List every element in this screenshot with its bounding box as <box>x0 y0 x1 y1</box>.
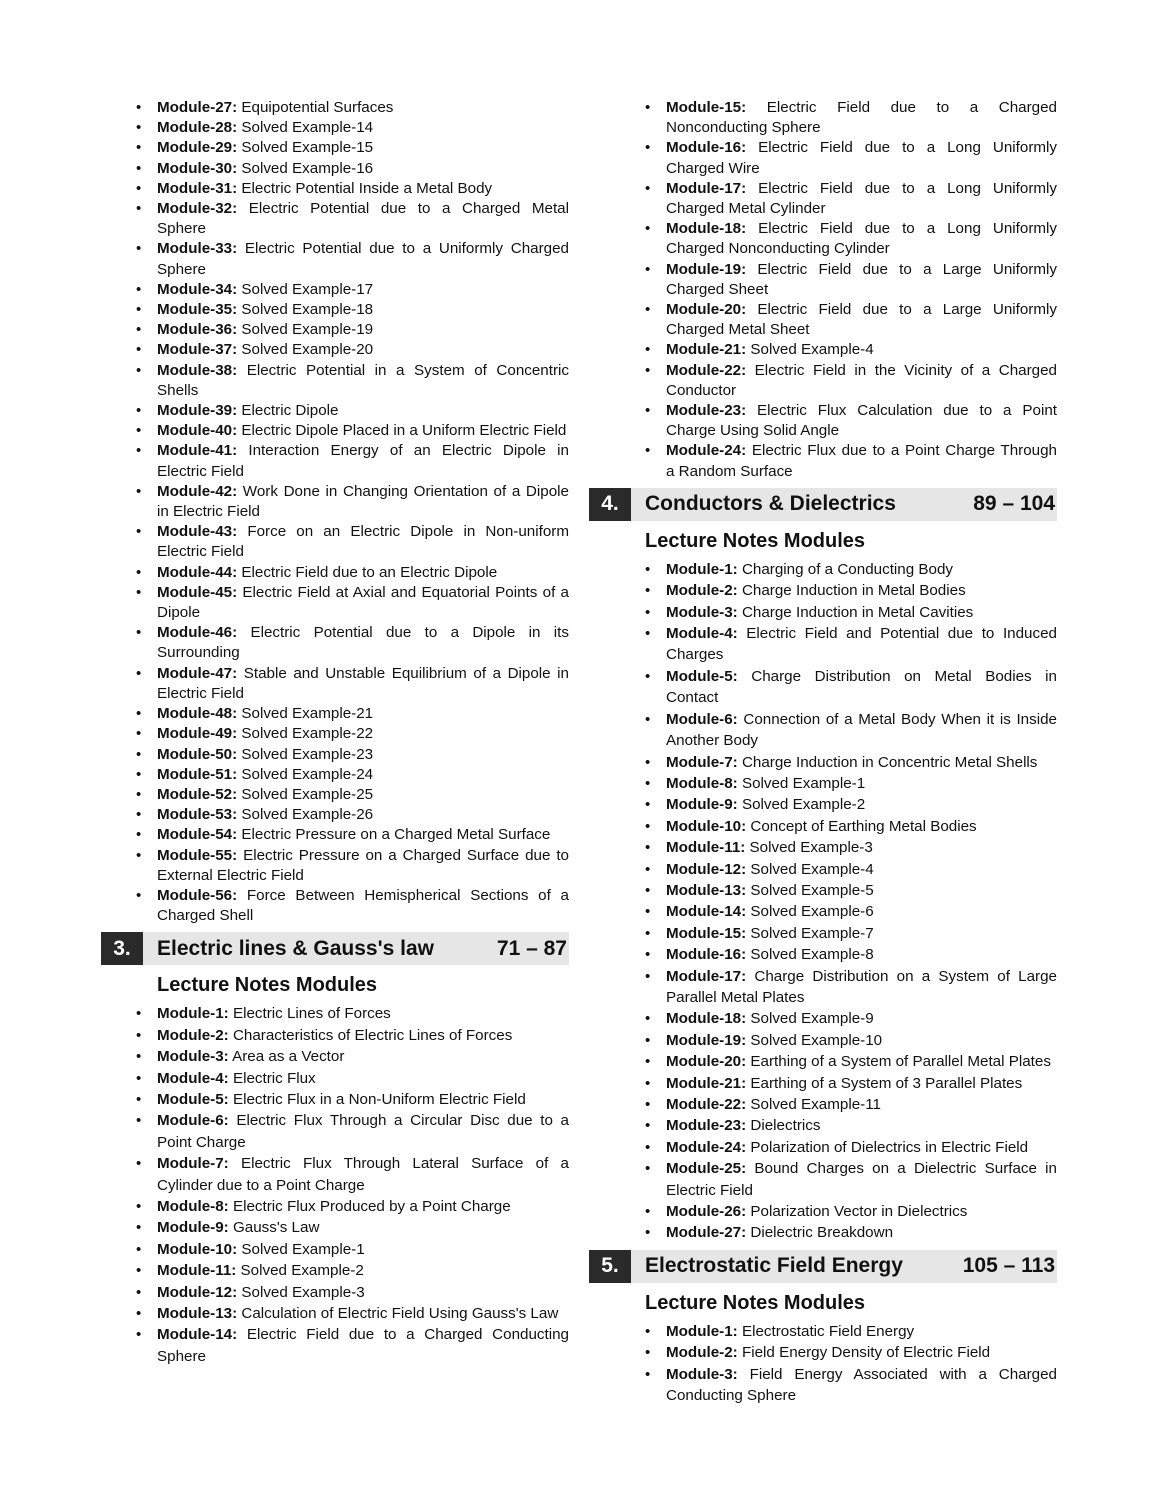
left-top-module-list <box>101 98 569 926</box>
module-number: Module-29: <box>157 139 238 157</box>
module-title: Solved Example-15 <box>237 139 374 157</box>
module-title: Solved Example-2 <box>236 1262 364 1280</box>
section-4-subheading: Lecture Notes Modules <box>645 529 866 552</box>
module-item <box>157 724 569 744</box>
module-item <box>666 752 1057 773</box>
module-number: Module-30: <box>157 159 238 177</box>
module-title: Electric Field due to an Electric Dipole <box>237 563 498 581</box>
module-number: Module-13: <box>157 1305 238 1323</box>
module-title: Electric Pressure on a Charged Metal Surface <box>237 826 551 844</box>
module-number: Module-8: <box>157 1197 229 1215</box>
module-number: Module-15: <box>666 99 747 116</box>
module-item <box>666 260 1057 300</box>
module-title: Electric Field due to a Long Uniformly Charged Wire <box>666 139 1057 177</box>
module-number: Module-42: <box>157 482 238 500</box>
module-title: Solved Example-19 <box>237 321 374 339</box>
module-number: Module-22: <box>666 1096 747 1114</box>
module-number: Module-37: <box>157 341 238 359</box>
module-item <box>157 1260 569 1281</box>
module-title: Solved Example-3 <box>237 1283 365 1301</box>
module-number: Module-2: <box>157 1026 229 1044</box>
module-number: Module-43: <box>157 523 238 541</box>
right-column <box>589 98 1057 1406</box>
module-item <box>157 1303 569 1324</box>
section-3-number: 3. <box>101 932 143 965</box>
module-title: Solved Example-4 <box>746 860 874 878</box>
module-title: Solved Example-5 <box>746 881 874 899</box>
module-title: Bound Charges on a Dielectric Surface in Electric Field <box>666 1160 1057 1199</box>
module-item <box>157 441 569 481</box>
module-item <box>666 837 1057 858</box>
module-title: Force Between Hemispherical Sections of a Charged Shell <box>157 886 569 925</box>
module-title: Electric Flux <box>228 1069 316 1087</box>
module-item <box>666 944 1057 965</box>
module-item <box>157 159 569 179</box>
module-item <box>666 580 1057 601</box>
module-title: Force on an Electric Dipole in Non-uniform Electric Field <box>157 523 569 561</box>
module-item <box>157 98 569 118</box>
module-title: Solved Example-1 <box>737 774 866 792</box>
module-number: Module-26: <box>666 1203 747 1221</box>
module-title: Solved Example-1 <box>237 1240 365 1258</box>
module-number: Module-24: <box>666 442 747 460</box>
module-title: Solved Example-6 <box>746 903 874 921</box>
module-title: Calculation of Electric Field Using Gauss's Law <box>237 1305 559 1323</box>
module-title: Electric Field due to a Charged Conducting Sphere <box>157 1326 569 1365</box>
module-item <box>666 773 1057 794</box>
module-number: Module-34: <box>157 280 238 298</box>
module-title: Solved Example-24 <box>237 765 374 783</box>
module-number: Module-16: <box>666 946 747 964</box>
module-number: Module-17: <box>666 967 747 985</box>
module-item <box>666 709 1057 752</box>
section-5-header <box>589 1250 1057 1283</box>
module-item <box>157 1025 569 1046</box>
module-item <box>666 816 1057 837</box>
module-title: Electric Potential due to a Dipole in its Surrounding <box>157 624 569 662</box>
module-number: Module-56: <box>157 886 238 904</box>
module-item <box>666 880 1057 901</box>
module-item <box>157 1003 569 1024</box>
module-title: Solved Example-9 <box>746 1010 874 1028</box>
module-title: Concept of Earthing Metal Bodies <box>746 817 977 835</box>
module-title: Solved Example-14 <box>237 119 374 137</box>
module-title: Electric Potential due to a Charged Metal Sphere <box>157 200 569 238</box>
section-3-title: Electric lines & Gauss's law <box>157 936 434 960</box>
module-item <box>666 794 1057 815</box>
module-title: Solved Example-22 <box>237 725 374 743</box>
module-title: Connection of a Metal Body When it is Inside Another Body <box>666 710 1057 750</box>
module-title: Electric Lines of Forces <box>228 1005 391 1023</box>
module-number: Module-39: <box>157 402 238 420</box>
module-item <box>157 563 569 583</box>
module-item <box>157 1217 569 1238</box>
module-item <box>666 219 1057 259</box>
module-number: Module-45: <box>157 583 238 601</box>
module-number: Module-47: <box>157 664 238 682</box>
module-number: Module-2: <box>666 582 738 600</box>
module-item <box>666 98 1057 138</box>
module-item <box>157 785 569 805</box>
module-item <box>666 441 1057 481</box>
module-item <box>157 421 569 441</box>
module-number: Module-36: <box>157 321 238 339</box>
module-number: Module-20: <box>666 1053 747 1071</box>
module-item <box>666 361 1057 401</box>
module-title: Equipotential Surfaces <box>237 99 394 116</box>
module-item <box>157 522 569 562</box>
module-item <box>157 583 569 623</box>
module-number: Module-27: <box>666 1224 747 1242</box>
module-item <box>666 1158 1057 1201</box>
module-title: Electric Field due to a Large Uniformly Charged Sheet <box>666 260 1057 298</box>
section-5-module-list <box>589 1321 1057 1407</box>
module-number: Module-18: <box>666 220 747 238</box>
module-item <box>157 1324 569 1367</box>
section-5 <box>589 1250 1057 1407</box>
module-title: Field Energy Density of Electric Field <box>737 1344 991 1362</box>
section-4-header <box>589 488 1057 521</box>
module-title: Electric Field due to a Long Uniformly Charged Nonconducting Cylinder <box>666 220 1057 258</box>
module-number: Module-5: <box>157 1090 229 1108</box>
module-title: Area as a Vector <box>228 1048 345 1066</box>
module-title: Electric Field due to a Charged Nonconducting Sphere <box>666 99 1057 137</box>
module-number: Module-48: <box>157 705 238 723</box>
module-title: Charge Induction in Metal Cavities <box>737 603 974 621</box>
module-number: Module-6: <box>157 1112 229 1130</box>
module-item <box>157 179 569 199</box>
module-number: Module-3: <box>666 603 738 621</box>
module-title: Electric Flux Through Lateral Surface of a Cylinder due to a Point Charge <box>157 1155 569 1194</box>
module-item <box>666 559 1057 580</box>
section-3-header <box>101 932 569 965</box>
module-title: Electric Field and Potential due to Induced Charges <box>666 625 1057 664</box>
module-number: Module-9: <box>666 796 738 814</box>
module-item <box>157 1282 569 1303</box>
module-item <box>157 623 569 663</box>
module-number: Module-14: <box>157 1326 238 1344</box>
module-number: Module-12: <box>157 1283 238 1301</box>
module-number: Module-44: <box>157 563 238 581</box>
module-title: Electric Flux due to a Point Charge Through a Random Surface <box>666 442 1057 480</box>
module-title: Electric Flux in a Non-Uniform Electric Field <box>228 1090 526 1108</box>
module-title: Electric Potential due to a Uniformly Charged Sphere <box>157 240 569 278</box>
module-number: Module-1: <box>666 1322 738 1340</box>
module-item <box>157 1110 569 1153</box>
module-item <box>666 1137 1057 1158</box>
module-title: Field Energy Associated with a Charged Conducting Sphere <box>666 1365 1057 1405</box>
module-title: Electric Field due to a Large Uniformly Charged Metal Sheet <box>666 301 1057 339</box>
module-item <box>666 1030 1057 1051</box>
module-item <box>157 886 569 926</box>
module-title: Electric Flux Produced by a Point Charge <box>228 1197 511 1215</box>
module-item <box>666 1364 1057 1407</box>
module-title: Solved Example-10 <box>746 1031 883 1049</box>
module-title: Electric Dipole <box>237 402 339 420</box>
module-number: Module-7: <box>157 1155 229 1173</box>
module-title: Electric Potential in a System of Concentric Shells <box>157 361 569 399</box>
module-item <box>666 179 1057 219</box>
module-item <box>666 1051 1057 1072</box>
module-item <box>666 1008 1057 1029</box>
module-item <box>666 300 1057 340</box>
module-number: Module-51: <box>157 765 238 783</box>
module-item <box>666 340 1057 360</box>
module-number: Module-25: <box>666 1160 747 1178</box>
section-3-subheading: Lecture Notes Modules <box>157 974 378 997</box>
module-item <box>666 1115 1057 1136</box>
module-item <box>666 666 1057 709</box>
module-title: Earthing of a System of Parallel Metal Plates <box>746 1053 1051 1071</box>
module-item <box>157 1068 569 1089</box>
module-number: Module-38: <box>157 361 238 379</box>
module-number: Module-19: <box>666 1031 747 1049</box>
module-item <box>157 482 569 522</box>
module-item <box>157 300 569 320</box>
module-number: Module-50: <box>157 745 238 763</box>
module-number: Module-12: <box>666 860 747 878</box>
module-title: Solved Example-7 <box>746 924 874 942</box>
module-title: Solved Example-25 <box>237 785 374 803</box>
module-number: Module-11: <box>157 1262 237 1280</box>
module-number: Module-19: <box>666 260 747 278</box>
module-title: Solved Example-18 <box>237 301 374 319</box>
module-number: Module-13: <box>666 881 747 899</box>
module-title: Interaction Energy of an Electric Dipole in Electric Field <box>157 442 569 480</box>
module-number: Module-49: <box>157 725 238 743</box>
module-title: Solved Example-11 <box>746 1096 881 1114</box>
module-number: Module-20: <box>666 301 747 319</box>
section-3-module-list <box>101 1003 569 1367</box>
module-item <box>157 1196 569 1217</box>
module-title: Gauss's Law <box>228 1219 320 1237</box>
module-number: Module-35: <box>157 301 238 319</box>
module-item <box>666 602 1057 623</box>
module-title: Solved Example-4 <box>746 341 874 359</box>
module-number: Module-6: <box>666 710 738 728</box>
module-number: Module-54: <box>157 826 238 844</box>
module-number: Module-4: <box>666 625 738 643</box>
module-title: Stable and Unstable Equilibrium of a Dipole in Electric Field <box>157 664 569 702</box>
module-item <box>666 1342 1057 1363</box>
module-number: Module-41: <box>157 442 238 460</box>
module-title: Solved Example-16 <box>237 159 374 177</box>
left-column <box>101 98 569 1367</box>
module-item <box>157 664 569 704</box>
module-item <box>157 320 569 340</box>
module-item <box>666 1321 1057 1342</box>
module-item <box>666 1073 1057 1094</box>
module-title: Polarization of Dielectrics in Electric Field <box>746 1138 1029 1156</box>
section-5-pages: 105 – 113 <box>962 1254 1055 1278</box>
module-number: Module-53: <box>157 806 238 824</box>
module-item <box>666 401 1057 441</box>
module-item <box>157 401 569 421</box>
module-number: Module-21: <box>666 341 747 359</box>
module-number: Module-52: <box>157 785 238 803</box>
module-item <box>157 745 569 765</box>
module-item <box>157 1089 569 1110</box>
section-5-subheading: Lecture Notes Modules <box>645 1291 866 1314</box>
module-item <box>157 765 569 785</box>
module-number: Module-18: <box>666 1010 747 1028</box>
module-item <box>666 1222 1057 1243</box>
module-title: Electric Field in the Vicinity of a Charged Conductor <box>666 361 1057 399</box>
module-number: Module-21: <box>666 1074 747 1092</box>
module-item <box>157 340 569 360</box>
module-number: Module-4: <box>157 1069 229 1087</box>
module-title: Solved Example-26 <box>237 806 374 824</box>
module-title: Solved Example-3 <box>745 839 873 857</box>
module-item <box>666 1094 1057 1115</box>
module-title: Electric Flux Calculation due to a Point Charge Using Solid Angle <box>666 402 1057 440</box>
section-5-title: Electrostatic Field Energy <box>645 1254 903 1278</box>
section-4-pages: 89 – 104 <box>973 492 1055 516</box>
module-number: Module-5: <box>666 667 738 685</box>
module-item <box>666 1201 1057 1222</box>
module-title: Solved Example-20 <box>237 341 374 359</box>
module-number: Module-8: <box>666 774 738 792</box>
module-number: Module-10: <box>666 817 747 835</box>
section-4-module-list <box>589 559 1057 1244</box>
module-item <box>666 859 1057 880</box>
module-title: Electric Field due to a Long Uniformly Charged Metal Cylinder <box>666 179 1057 218</box>
module-number: Module-24: <box>666 1138 747 1156</box>
section-4 <box>589 488 1057 1244</box>
module-number: Module-31: <box>157 179 238 197</box>
module-title: Solved Example-17 <box>237 280 374 298</box>
module-title: Earthing of a System of 3 Parallel Plates <box>746 1074 1023 1092</box>
module-number: Module-3: <box>157 1048 229 1066</box>
module-item <box>157 846 569 886</box>
module-item <box>157 118 569 138</box>
module-item <box>157 361 569 401</box>
module-number: Module-23: <box>666 1117 747 1135</box>
module-title: Charge Distribution on Metal Bodies in Contact <box>666 667 1057 707</box>
module-item <box>666 623 1057 666</box>
module-number: Module-11: <box>666 839 746 857</box>
module-number: Module-1: <box>666 560 738 578</box>
module-title: Solved Example-23 <box>237 745 374 763</box>
module-item <box>666 901 1057 922</box>
module-title: Electric Pressure on a Charged Surface due to External Electric Field <box>157 846 569 884</box>
module-number: Module-23: <box>666 402 747 420</box>
module-item <box>157 280 569 300</box>
module-item <box>157 704 569 724</box>
module-title: Electric Field at Axial and Equatorial Points of a Dipole <box>157 583 569 622</box>
module-number: Module-33: <box>157 240 238 258</box>
module-title: Dielectric Breakdown <box>746 1224 894 1242</box>
module-number: Module-10: <box>157 1240 238 1258</box>
module-title: Charge Induction in Concentric Metal Shells <box>737 753 1038 771</box>
module-title: Electric Dipole Placed in a Uniform Electric Field <box>237 422 567 440</box>
module-title: Charge Induction in Metal Bodies <box>737 582 966 600</box>
module-item <box>157 199 569 239</box>
section-5-number: 5. <box>589 1250 631 1283</box>
module-item <box>157 1239 569 1260</box>
module-number: Module-46: <box>157 624 238 642</box>
module-item <box>157 138 569 158</box>
module-number: Module-3: <box>666 1365 738 1383</box>
module-number: Module-22: <box>666 361 747 379</box>
module-number: Module-2: <box>666 1344 738 1362</box>
module-title: Solved Example-8 <box>746 946 874 964</box>
module-number: Module-16: <box>666 139 747 157</box>
module-title: Characteristics of Electric Lines of Forces <box>228 1026 513 1044</box>
module-item <box>666 138 1057 178</box>
module-title: Electrostatic Field Energy <box>737 1322 915 1340</box>
module-title: Work Done in Changing Orientation of a Dipole in Electric Field <box>157 482 569 521</box>
right-top-module-list <box>589 98 1057 482</box>
module-number: Module-28: <box>157 119 238 137</box>
module-number: Module-1: <box>157 1005 229 1023</box>
module-number: Module-15: <box>666 924 747 942</box>
module-item <box>157 805 569 825</box>
module-number: Module-17: <box>666 179 747 197</box>
module-item <box>157 1153 569 1196</box>
module-item <box>666 966 1057 1009</box>
section-4-number: 4. <box>589 488 631 521</box>
module-item <box>157 825 569 845</box>
section-3 <box>101 932 569 1367</box>
module-title: Solved Example-2 <box>737 796 866 814</box>
module-number: Module-55: <box>157 846 238 864</box>
module-title: Polarization Vector in Dielectrics <box>746 1203 968 1221</box>
module-title: Electric Flux Through a Circular Disc due to a Point Charge <box>157 1112 569 1151</box>
section-4-title: Conductors & Dielectrics <box>645 492 896 516</box>
module-number: Module-14: <box>666 903 747 921</box>
module-item <box>157 1046 569 1067</box>
module-number: Module-40: <box>157 422 238 440</box>
module-number: Module-7: <box>666 753 738 771</box>
module-item <box>666 923 1057 944</box>
module-title: Solved Example-21 <box>237 705 374 723</box>
module-number: Module-9: <box>157 1219 229 1237</box>
module-number: Module-27: <box>157 99 238 116</box>
module-title: Charging of a Conducting Body <box>737 560 954 578</box>
module-title: Dielectrics <box>746 1117 821 1135</box>
section-3-pages: 71 – 87 <box>496 936 567 960</box>
module-title: Electric Potential Inside a Metal Body <box>237 179 493 197</box>
module-item <box>157 239 569 279</box>
module-number: Module-32: <box>157 200 238 218</box>
module-title: Charge Distribution on a System of Large Parallel Metal Plates <box>666 967 1057 1006</box>
